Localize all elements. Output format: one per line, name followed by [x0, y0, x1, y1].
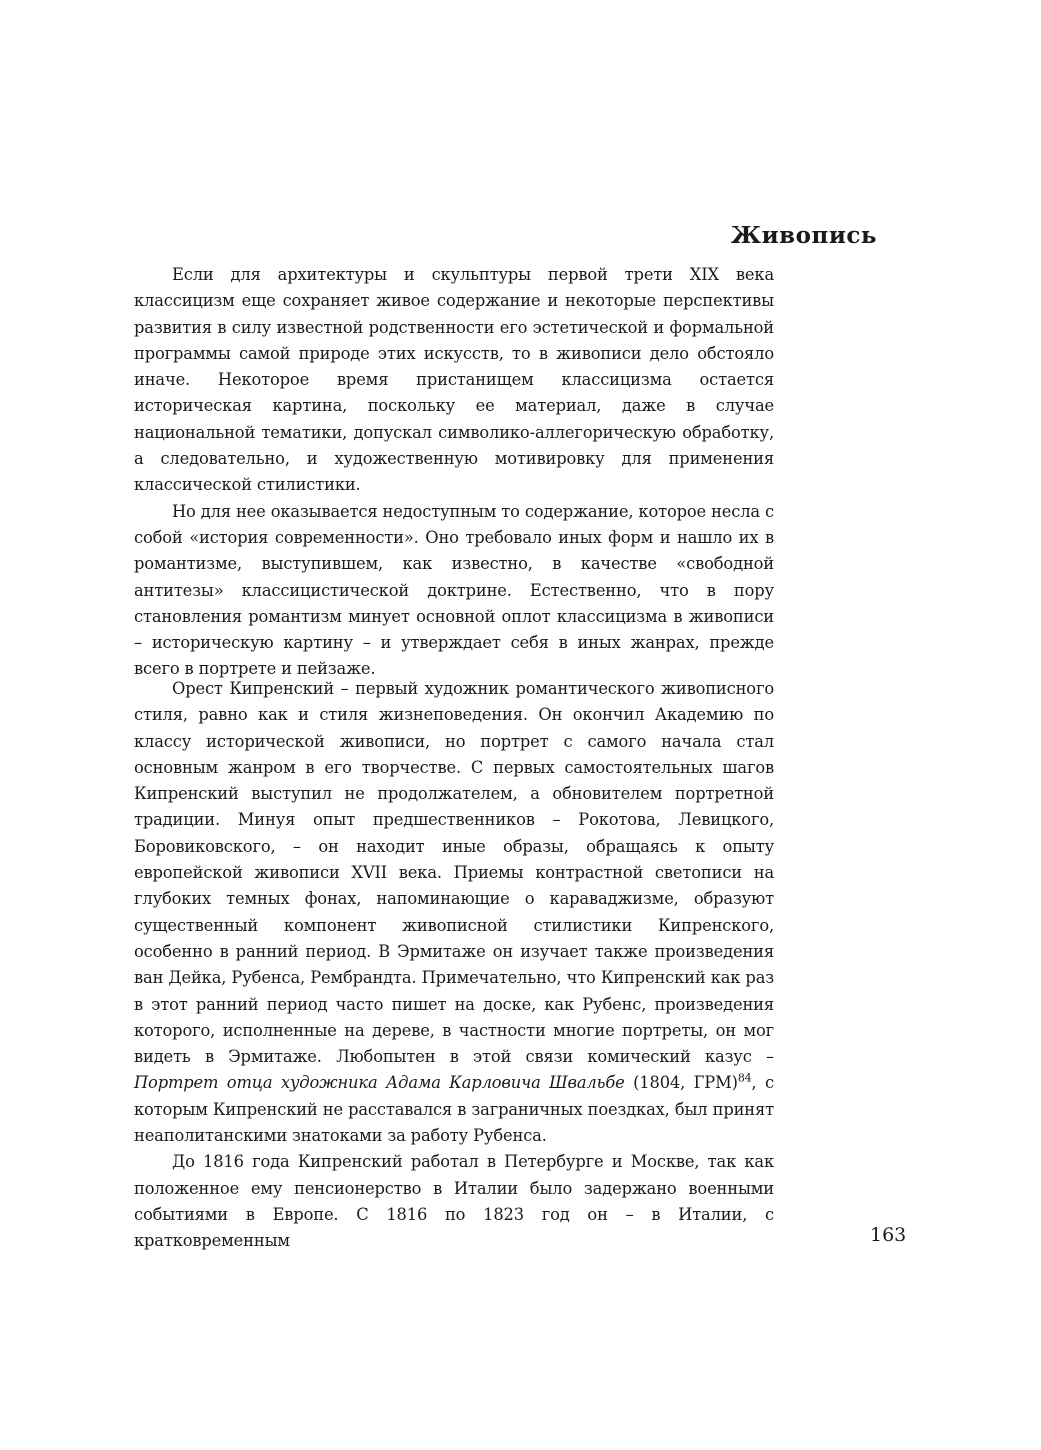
paragraph: Но для нее оказывается недоступным то содержание, которое несла с собой «история современности». Оно требовало иных форм и нашло их в романтизме, выступившем, как известно, в качестве «свободной антитезы» классицистической доктрине. Естественно, что в пору становления романтизм минует основной оплот классицизма в живописи – историческую картину – и утверждает себя в иных жанрах, прежде всего в портрете и пейзаже.: [134, 501, 774, 679]
artwork-info: (1804, ГРМ): [624, 1073, 738, 1093]
paragraph: [134, 676, 774, 1149]
page-number: 163: [870, 1224, 907, 1246]
artwork-title: Портрет отца художника Адама Карловича Швальбе: [134, 1073, 625, 1093]
paragraph-text: Орест Кипренский – первый художник романтического живописного стиля, равно как и стиля жизнеповедения. Он окончил Академию по классу исторической живописи, но портрет с самого начала стал основным жанром в его творчестве. С первых самостоятельных шагов Кипренский выступил не продолжателем, а обновителем портретной традиции. Минуя опыт предшественников – Рокотова, Левицкого, Боровиковского, – он находит иные образы, обращаясь к опыту европейской живописи XVII века. Приемы контрастной светописи на глубоких темных фонах, напоминающие о караваджизме, образуют существенный компонент живописной стилистики Кипренского, особенно в ранний период. В Эрмитаже он изучает также произведения ван Дейка, Рубенса, Рембрандта. Примечательно, что Кипренский как раз в этот ранний период часто пишет на доске, как Рубенс, произведения которого, исполненные на дереве, в частности многие портреты, он мог видеть в Эрмитаже. Любопытен в этой связи комический казус –: [134, 679, 774, 1067]
paragraph: До 1816 года Кипренский работал в Петербурге и Москве, так как положенное ему пенсионерство в Италии было задержано военными событиями в Европе. С 1816 по 1823 год он – в Италии, с кратковременным: [134, 1152, 774, 1251]
footnote-marker: 84: [737, 1072, 752, 1086]
paragraph: Если для архитектуры и скульптуры первой трети XIX века классицизм еще сохраняет живое содержание и некоторые перспективы развития в силу известной родственности его эстетической и формальной программы самой природе этих искусств, то в живописи дело обстояло иначе. Некоторое время пристанищем классицизма остается историческая картина, поскольку ее материал, даже в случае национальной тематики, допускал символико-аллегорическую обработку, а следовательно, и художественную мотивировку для применения классической стилистики.: [134, 265, 774, 495]
paragraph-text: , с которым Кипренский не расставался в заграничных поездках, был принят неаполитанскими знатоками за работу Рубенса.: [134, 1073, 774, 1146]
text-block-intro: [134, 262, 774, 683]
text-block-kiprensky: [134, 676, 774, 1255]
section-title: Живопись: [730, 222, 877, 249]
